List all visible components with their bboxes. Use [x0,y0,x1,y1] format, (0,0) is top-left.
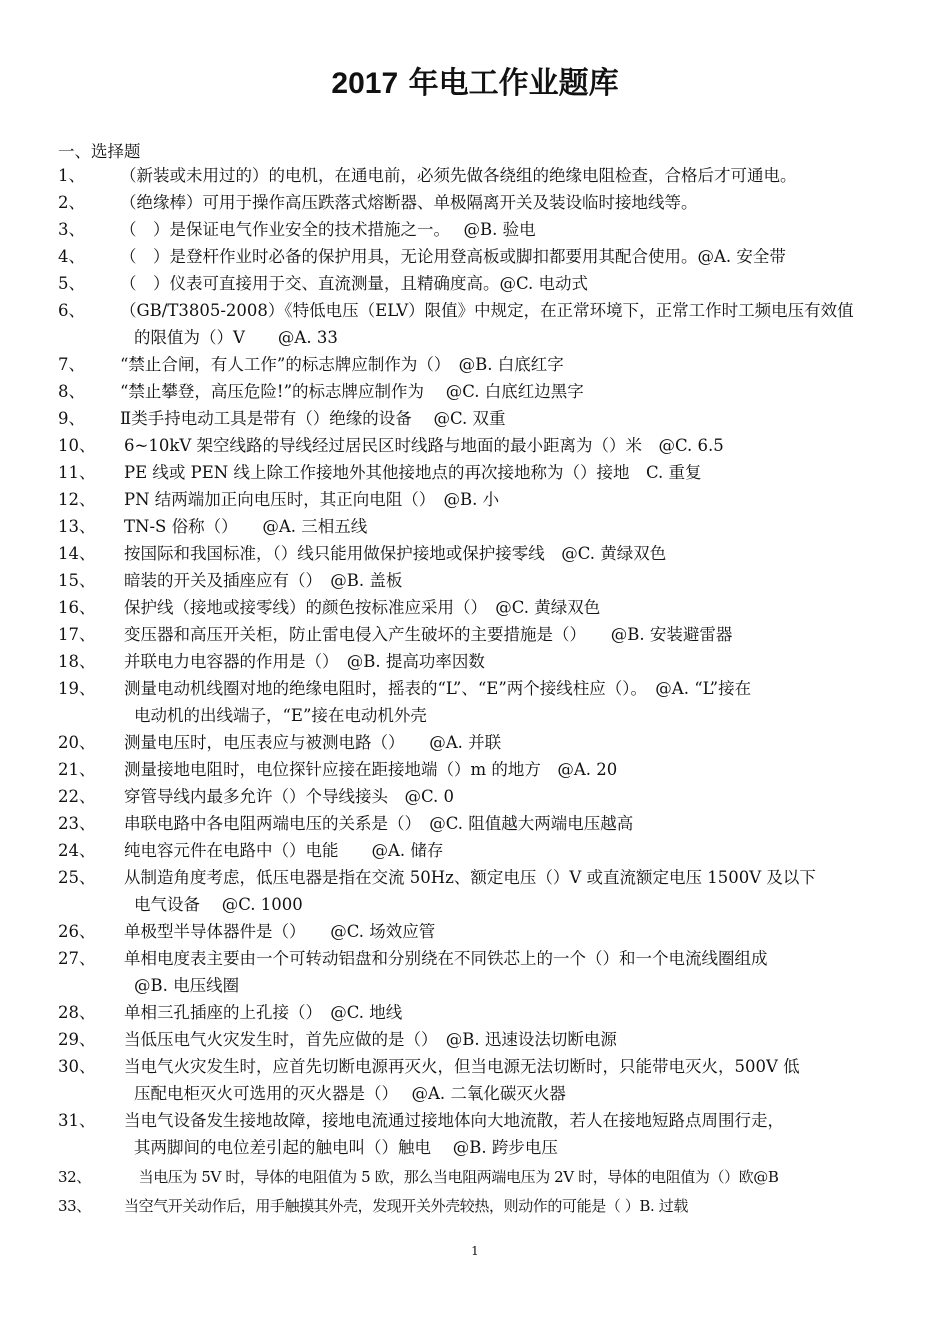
question-text: 变压器和高压开关柜，防止雷电侵入产生破坏的主要措施是（） @B. 安装避雷器 [124,625,733,644]
question-item [58,1193,948,1220]
question-number: 12、 [58,490,96,509]
question-item [58,945,948,999]
question-number: 23、 [58,814,96,833]
question-number: 7、 [58,355,85,374]
question-text: 当电气火灾发生时，应首先切断电源再灭火，但当电源无法切断时，只能带电灭火，500V 低 [124,1057,800,1076]
question-number: 13、 [58,517,96,536]
question-text: 单极型半导体器件是（） @C. 场效应管 [124,922,436,941]
question-text: 测量电动机线圈对地的绝缘电阻时，摇表的“L”、“E”两个接线柱应（）。 @A. “L”接在 [124,679,752,698]
question-item [58,1164,948,1191]
question-item [58,540,948,567]
title-year: 2017 [331,67,399,100]
question-item [58,810,948,837]
question-number: 9、 [58,409,85,428]
question-item [58,594,948,621]
question-text: （GB/T3805-2008）《特低电压（ELV）限值》中规定，在正常环境下，正常工作时工频电压有效值 [120,301,854,320]
title-text: 年电工作业题库 [408,66,619,101]
question-item [58,1026,948,1053]
question-text: “禁止攀登，高压危险!”的标志牌应制作为 @C. 白底红边黑字 [120,382,584,401]
question-item [58,675,948,729]
question-number: 26、 [58,922,96,941]
question-item [58,918,948,945]
question-number: 4、 [58,247,85,266]
question-text: （新装或未用过的）的电机，在通电前，必须先做各绕组的绝缘电阻检查，合格后才可通电。 [120,166,797,185]
question-item [58,756,948,783]
question-text: （ ）是保证电气作业安全的技术措施之一。 @B. 验电 [120,220,536,239]
question-text: 当电气设备发生接地故障，接地电流通过接地体向大地流散，若人在接地短路点周围行走， [124,1111,784,1130]
question-item [58,405,948,432]
question-number: 25、 [58,868,96,887]
question-item [58,729,948,756]
question-number: 10、 [58,436,96,455]
question-number: 32、 [58,1168,91,1186]
question-text-continued: 的限值为（）V @A. 33 [134,328,338,347]
question-number: 16、 [58,598,96,617]
question-number: 33、 [58,1197,91,1215]
question-number: 8、 [58,382,85,401]
question-text: 测量接地电阻时，电位探针应接在距接地端（）m 的地方 @A. 20 [124,760,618,779]
question-text: PN 结两端加正向电压时，其正向电阻（） @B. 小 [124,490,500,509]
question-number: 28、 [58,1003,96,1022]
question-item [58,864,948,918]
question-text: “禁止合闸，有人工作”的标志牌应制作为（） @B. 白底红字 [120,355,564,374]
question-number: 11、 [58,463,96,482]
question-number: 14、 [58,544,96,563]
question-text: 单相电度表主要由一个可转动铝盘和分别绕在不同铁芯上的一个（）和一个电流线圈组成 [124,949,768,968]
question-number: 19、 [58,679,96,698]
question-item [58,1107,948,1161]
question-number: 24、 [58,841,96,860]
question-item [58,837,948,864]
question-number: 22、 [58,787,96,806]
question-number: 3、 [58,220,85,239]
question-item [58,567,948,594]
question-text-continued: @B. 电压线圈 [134,976,240,995]
question-text: 暗装的开关及插座应有（） @B. 盖板 [124,571,403,590]
question-number: 29、 [58,1030,96,1049]
question-text: （ ）仪表可直接用于交、直流测量，且精确度高。@C. 电动式 [120,274,589,293]
question-number: 5、 [58,274,85,293]
question-item [58,486,948,513]
question-item [58,243,948,270]
question-item [58,189,948,216]
question-item [58,378,948,405]
question-item [58,648,948,675]
question-text: 当电压为 5V 时，导体的电阻值为 5 欧，那么当电阻两端电压为 2V 时，导体的电阻值为（）欧@B [124,1168,779,1186]
question-text: Ⅱ类手持电动工具是带有（）绝缘的设备 @C. 双重 [120,409,506,428]
question-item [58,216,948,243]
question-item [58,999,948,1026]
question-number: 31、 [58,1111,96,1130]
question-item [58,621,948,648]
question-number: 27、 [58,949,96,968]
question-text: 并联电力电容器的作用是（） @B. 提高功率因数 [124,652,485,671]
question-text: 按国际和我国标准，（）线只能用做保护接地或保护接零线 @C. 黄绿双色 [124,544,667,563]
question-text-continued: 电动机的出线端子，“E”接在电动机外壳 [134,706,427,725]
page-title [0,58,950,102]
question-number: 15、 [58,571,96,590]
question-item [58,351,948,378]
question-text: 串联电路中各电阻两端电压的关系是（） @C. 阻值越大两端电压越高 [124,814,634,833]
question-item [58,1053,948,1107]
question-item [58,432,948,459]
question-text: 测量电压时，电压表应与被测电路（） @A. 并联 [124,733,502,752]
question-number: 30、 [58,1057,96,1076]
question-number: 1、 [58,166,85,185]
question-text-continued: 电气设备 @C. 1000 [134,895,303,914]
question-text: PE 线或 PEN 线上除工作接地外其他接地点的再次接地称为（）接地 C. 重复 [124,463,702,482]
question-number: 2、 [58,193,85,212]
question-text: （绝缘棒）可用于操作高压跌落式熔断器、单极隔离开关及装设临时接地线等。 [120,193,698,212]
question-number: 20、 [58,733,96,752]
question-text: 当低压电气火灾发生时，首先应做的是（） @B. 迅速设法切断电源 [124,1030,617,1049]
page-number: 1 [471,1244,479,1258]
question-item [58,297,948,351]
question-number: 21、 [58,760,96,779]
question-text: 保护线（接地或接零线）的颜色按标准应采用（） @C. 黄绿双色 [124,598,601,617]
question-text-continued: 其两脚间的电位差引起的触电叫（）触电 @B. 跨步电压 [134,1138,558,1157]
question-item [58,162,948,189]
question-number: 6、 [58,301,85,320]
question-text: 从制造角度考虑，低压电器是指在交流 50Hz、额定电压（）V 或直流额定电压 1500V 及以下 [124,868,816,887]
question-text-continued: 压配电柜灭火可选用的灭火器是（） @A. 二氧化碳灭火器 [134,1084,566,1103]
question-text: 单相三孔插座的上孔接（） @C. 地线 [124,1003,403,1022]
question-text: 穿管导线内最多允许（）个导线接头 @C. 0 [124,787,455,806]
question-number: 17、 [58,625,96,644]
question-item [58,513,948,540]
question-text: 当空气开关动作后，用手触摸其外壳，发现开关外壳较热，则动作的可能是（ ）B. 过载 [124,1197,688,1215]
question-item [58,270,948,297]
question-number: 18、 [58,652,96,671]
question-text: （ ）是登杆作业时必备的保护用具，无论用登高板或脚扣都要用其配合使用。@A. 安全带 [120,247,786,266]
question-text: TN-S 俗称（） @A. 三相五线 [124,517,368,536]
section-heading: 一、选择题 [58,142,141,161]
question-item [58,459,948,486]
question-item [58,783,948,810]
question-text: 纯电容元件在电路中（）电能 @A. 储存 [124,841,444,860]
question-text: 6~10kV 架空线路的导线经过居民区时线路与地面的最小距离为（）米 @C. 6.5 [124,436,724,455]
